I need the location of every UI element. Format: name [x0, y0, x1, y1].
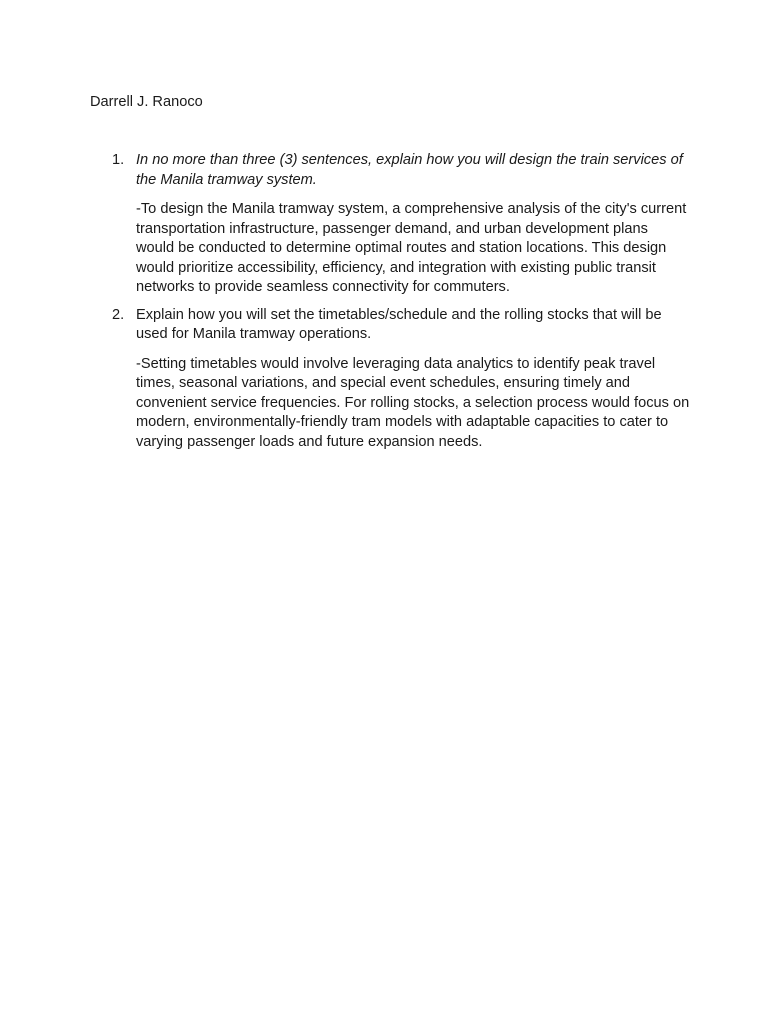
question-item-2	[90, 306, 690, 453]
answer-text: -Setting timetables would involve leveraging data analytics to identify peak travel times, seasonal variations, and special event schedules, ensuring timely and convenient service frequencies. For rolling stocks, a selection process would focus on modern, environmentally-friendly tram models with adaptable capacities to cater to varying passenger loads and future expansion needs.	[136, 355, 690, 450]
question-item-1	[90, 151, 690, 298]
question-number: 1.	[112, 152, 125, 168]
question-list	[90, 151, 690, 460]
question-number: 2.	[112, 306, 125, 323]
question-text: In no more than three (3) sentences, explain how you will design the train services of the Manila tramway system.	[136, 152, 683, 188]
question-text: Explain how you will set the timetables/schedule and the rolling stocks that will be used for Manila tramway operations.	[136, 306, 662, 342]
author-name: Darrell J. Ranoco	[90, 94, 203, 110]
answer-text: -To design the Manila tramway system, a comprehensive analysis of the city's current transportation infrastructure, passenger demand, and urban development plans would be conducted to determine optimal routes and station locations. This design would prioritize accessibility, efficiency, and integration with existing public transit networks to provide seamless connectivity for commuters.	[136, 201, 687, 295]
